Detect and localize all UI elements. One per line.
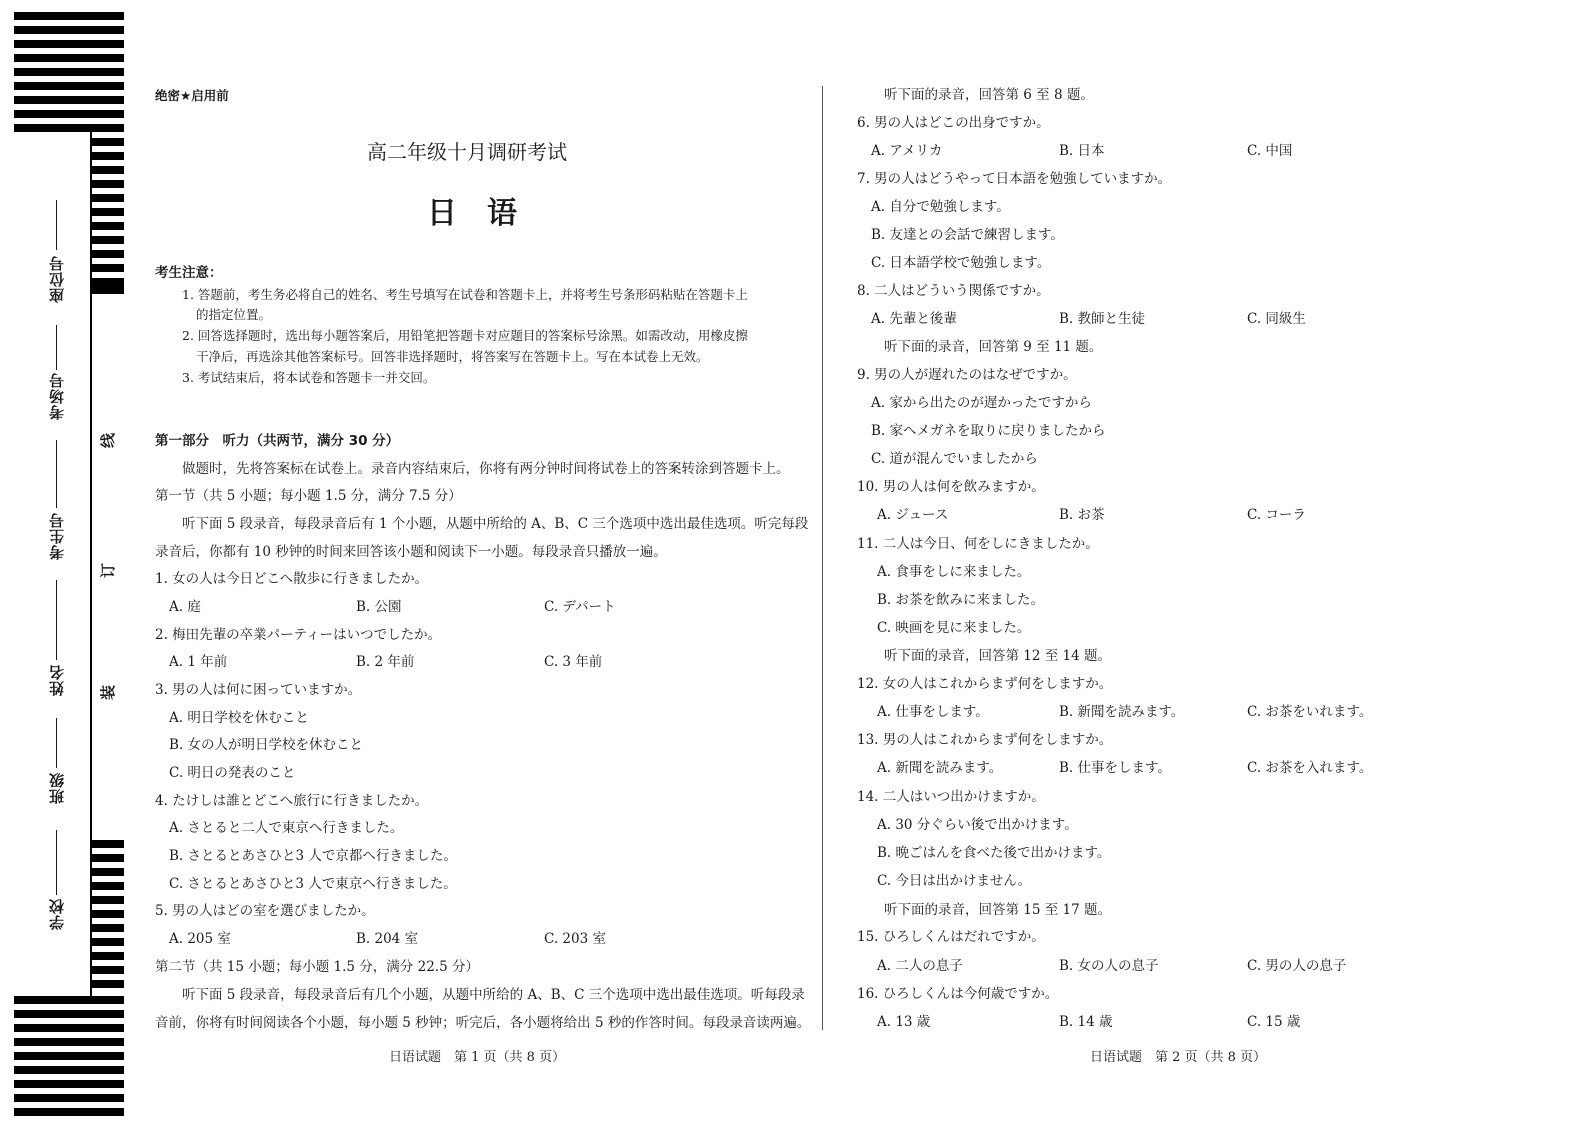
q16-option-c: C. 15 歳 bbox=[1247, 1014, 1301, 1030]
mark-bind: 订 bbox=[99, 562, 118, 579]
q9-option-b: B. 家へメガネを取りに戻りましたから bbox=[871, 423, 1106, 439]
mark-fold: 装 bbox=[99, 684, 118, 701]
field-class: 班级 bbox=[48, 772, 66, 804]
q3-option-a: A. 明日学校を休むこと bbox=[169, 710, 309, 726]
notice-2b: 干净后，再选涂其他答案标号。回答非选择题时，将答案写在答题卡上。写在本试卷上无效。 bbox=[196, 349, 709, 364]
q5-option-c: C. 203 室 bbox=[544, 931, 606, 947]
notice-1b: 的指定位置。 bbox=[196, 307, 272, 322]
field-seat-line bbox=[56, 200, 57, 250]
field-room: 考场号 bbox=[48, 372, 66, 420]
q8-option-c: C. 同級生 bbox=[1247, 311, 1306, 327]
q1-option-b: B. 公園 bbox=[356, 599, 402, 615]
question-15: 15. ひろしくんはだれですか。 bbox=[857, 929, 1045, 945]
subject-title: 日语 bbox=[427, 196, 547, 231]
q14-option-c: C. 今日は出かけません。 bbox=[877, 873, 1032, 889]
question-16: 16. ひろしくんは今何歳ですか。 bbox=[857, 986, 1059, 1002]
question-8: 8. 二人はどういう関係ですか。 bbox=[857, 283, 1050, 299]
part1-intro: 做题时，先将答案标在试卷上。录音内容结束后，你将有两分钟时间将试卷上的答案转涂到答题卡上。 bbox=[182, 461, 790, 477]
section1-heading: 第一节（共 5 小题；每小题 1.5 分，满分 7.5 分） bbox=[155, 488, 462, 504]
q8-option-a: A. 先輩と後輩 bbox=[871, 311, 957, 327]
question-14: 14. 二人はいつ出かけますか。 bbox=[857, 789, 1045, 805]
q4-option-b: B. さとるとあさひと3 人で京都へ行きました。 bbox=[169, 848, 457, 864]
q16-option-a: A. 13 歳 bbox=[877, 1014, 931, 1030]
question-6: 6. 男の人はどこの出身ですか。 bbox=[857, 115, 1050, 131]
question-10: 10. 男の人は何を飲みますか。 bbox=[857, 479, 1045, 495]
q3-option-c: C. 明日の発表のこと bbox=[169, 765, 296, 781]
field-school: 学校 bbox=[48, 898, 66, 930]
field-room-line bbox=[56, 325, 57, 370]
mark-line: 线 bbox=[99, 432, 118, 449]
question-12: 12. 女の人はこれからまず何をしますか。 bbox=[857, 676, 1113, 692]
question-13: 13. 男の人はこれからまず何をしますか。 bbox=[857, 732, 1113, 748]
question-3: 3. 男の人は何に困っていますか。 bbox=[155, 682, 362, 698]
secret-label: 绝密★启用前 bbox=[155, 88, 229, 103]
part1-heading: 第一部分 听力（共两节，满分 30 分） bbox=[155, 433, 400, 449]
q11-option-a: A. 食事をしに来ました。 bbox=[877, 564, 1031, 580]
question-7: 7. 男の人はどうやって日本語を勉強していますか。 bbox=[857, 171, 1172, 187]
section1-intro-b: 录音后，你都有 10 秒钟的时间来回答该小题和阅读下一小题。每段录音只播放一遍。 bbox=[155, 544, 667, 560]
field-examinee: 考生号 bbox=[48, 512, 66, 560]
intro-12-14: 听下面的录音，回答第 12 至 14 题。 bbox=[884, 648, 1112, 664]
q10-option-b: B. お茶 bbox=[1059, 507, 1105, 523]
q6-option-a: A. アメリカ bbox=[871, 143, 943, 159]
q14-option-a: A. 30 分ぐらい後で出かけます。 bbox=[877, 817, 1078, 833]
q13-option-b: B. 仕事をします。 bbox=[1059, 760, 1171, 776]
q12-option-a: A. 仕事をします。 bbox=[877, 704, 989, 720]
section2-intro-a: 听下面 5 段录音，每段录音后有几个小题，从题中所给的 A、B、C 三个选项中选出最佳选项。听每段录 bbox=[182, 987, 805, 1003]
q8-option-b: B. 教師と生徒 bbox=[1059, 311, 1146, 327]
q16-option-b: B. 14 歳 bbox=[1059, 1014, 1113, 1030]
notice-3: 3. 考试结束后，将本试卷和答题卡一并交回。 bbox=[182, 370, 436, 385]
q11-option-c: C. 映画を見に来ました。 bbox=[877, 620, 1031, 636]
question-1: 1. 女の人は今日どこへ散歩に行きましたか。 bbox=[155, 571, 429, 587]
q3-option-b: B. 女の人が明日学校を休むこと bbox=[169, 737, 364, 753]
q2-option-b: B. 2 年前 bbox=[356, 654, 415, 670]
intro-15-17: 听下面的录音，回答第 15 至 17 题。 bbox=[884, 902, 1112, 918]
page-1-footer: 日语试题 第 1 页（共 8 页） bbox=[389, 1050, 566, 1065]
q13-option-c: C. お茶を入れます。 bbox=[1247, 760, 1373, 776]
notice-heading: 考生注意： bbox=[155, 265, 223, 281]
field-seat: 座位号 bbox=[48, 255, 66, 303]
q15-option-b: B. 女の人の息子 bbox=[1059, 958, 1159, 974]
field-name: 姓名 bbox=[48, 664, 66, 696]
q15-option-a: A. 二人の息子 bbox=[877, 958, 963, 974]
exam-title: 高二年级十月调研考试 bbox=[367, 140, 567, 164]
notice-1a: 1. 答题前，考生务必将自己的姓名、考生号填写在试卷和答题卡上，并将考生号条形码粘贴在答题卡上 bbox=[182, 287, 748, 302]
q6-option-b: B. 日本 bbox=[1059, 143, 1105, 159]
q9-option-c: C. 道が混んでいましたから bbox=[871, 451, 1038, 467]
q1-option-c: C. デパート bbox=[544, 599, 616, 615]
question-5: 5. 男の人はどの室を選びましたか。 bbox=[155, 903, 375, 919]
q9-option-a: A. 家から出たのが遅かったですから bbox=[871, 395, 1092, 411]
question-9: 9. 男の人が遅れたのはなぜですか。 bbox=[857, 367, 1077, 383]
q12-option-c: C. お茶をいれます。 bbox=[1247, 704, 1373, 720]
section2-intro-b: 音前，你将有时间阅读各个小题，每小题 5 秒钟；听完后，各小题将给出 5 秒的作答时间。每段录音读两遍。 bbox=[155, 1015, 811, 1031]
q7-option-a: A. 自分で勉強します。 bbox=[871, 199, 1010, 215]
field-name-line bbox=[56, 580, 57, 660]
q4-option-c: C. さとるとあさひと3 人で東京へ行きました。 bbox=[169, 876, 457, 892]
q15-option-c: C. 男の人の息子 bbox=[1247, 958, 1347, 974]
q2-option-c: C. 3 年前 bbox=[544, 654, 603, 670]
section1-intro-a: 听下面 5 段录音，每段录音后有 1 个小题，从题中所给的 A、B、C 三个选项中选出最佳选项。听完每段 bbox=[182, 516, 809, 532]
q13-option-a: A. 新聞を読みます。 bbox=[877, 760, 1003, 776]
question-4: 4. たけしは誰とどこへ旅行に行きましたか。 bbox=[155, 793, 429, 809]
q10-option-a: A. ジュース bbox=[877, 507, 949, 523]
intro-9-11: 听下面的录音，回答第 9 至 11 题。 bbox=[884, 339, 1103, 355]
field-examinee-line bbox=[56, 440, 57, 508]
question-11: 11. 二人は今日、何をしにきましたか。 bbox=[857, 536, 1099, 552]
field-school-line bbox=[56, 830, 57, 895]
q1-option-a: A. 庭 bbox=[169, 599, 201, 615]
q4-option-a: A. さとると二人で東京へ行きました。 bbox=[169, 820, 404, 836]
q7-option-c: C. 日本語学校で勉強します。 bbox=[871, 255, 1051, 271]
q7-option-b: B. 友達との会話で練習します。 bbox=[871, 227, 1064, 243]
q5-option-b: B. 204 室 bbox=[356, 931, 419, 947]
q11-option-b: B. お茶を飲みに来ました。 bbox=[877, 592, 1045, 608]
q2-option-a: A. 1 年前 bbox=[169, 654, 228, 670]
q5-option-a: A. 205 室 bbox=[169, 931, 231, 947]
page-2-footer: 日语试题 第 2 页（共 8 页） bbox=[1090, 1050, 1267, 1065]
field-class-line bbox=[56, 718, 57, 768]
intro-6-8: 听下面的录音，回答第 6 至 8 题。 bbox=[884, 87, 1094, 103]
q10-option-c: C. コーラ bbox=[1247, 507, 1306, 523]
section2-heading: 第二节（共 15 小题；每小题 1.5 分，满分 22.5 分） bbox=[155, 959, 479, 975]
q6-option-c: C. 中国 bbox=[1247, 143, 1293, 159]
q14-option-b: B. 晩ごはんを食べた後で出かけます。 bbox=[877, 845, 1111, 861]
question-2: 2. 梅田先輩の卒業パーティーはいつでしたか。 bbox=[155, 627, 442, 643]
q12-option-b: B. 新聞を読みます。 bbox=[1059, 704, 1185, 720]
notice-2a: 2. 回答选择题时，选出每小题答案后，用铅笔把答题卡对应题目的答案标号涂黑。如需改动，用橡皮擦 bbox=[182, 328, 748, 343]
page-divider bbox=[822, 86, 823, 1030]
